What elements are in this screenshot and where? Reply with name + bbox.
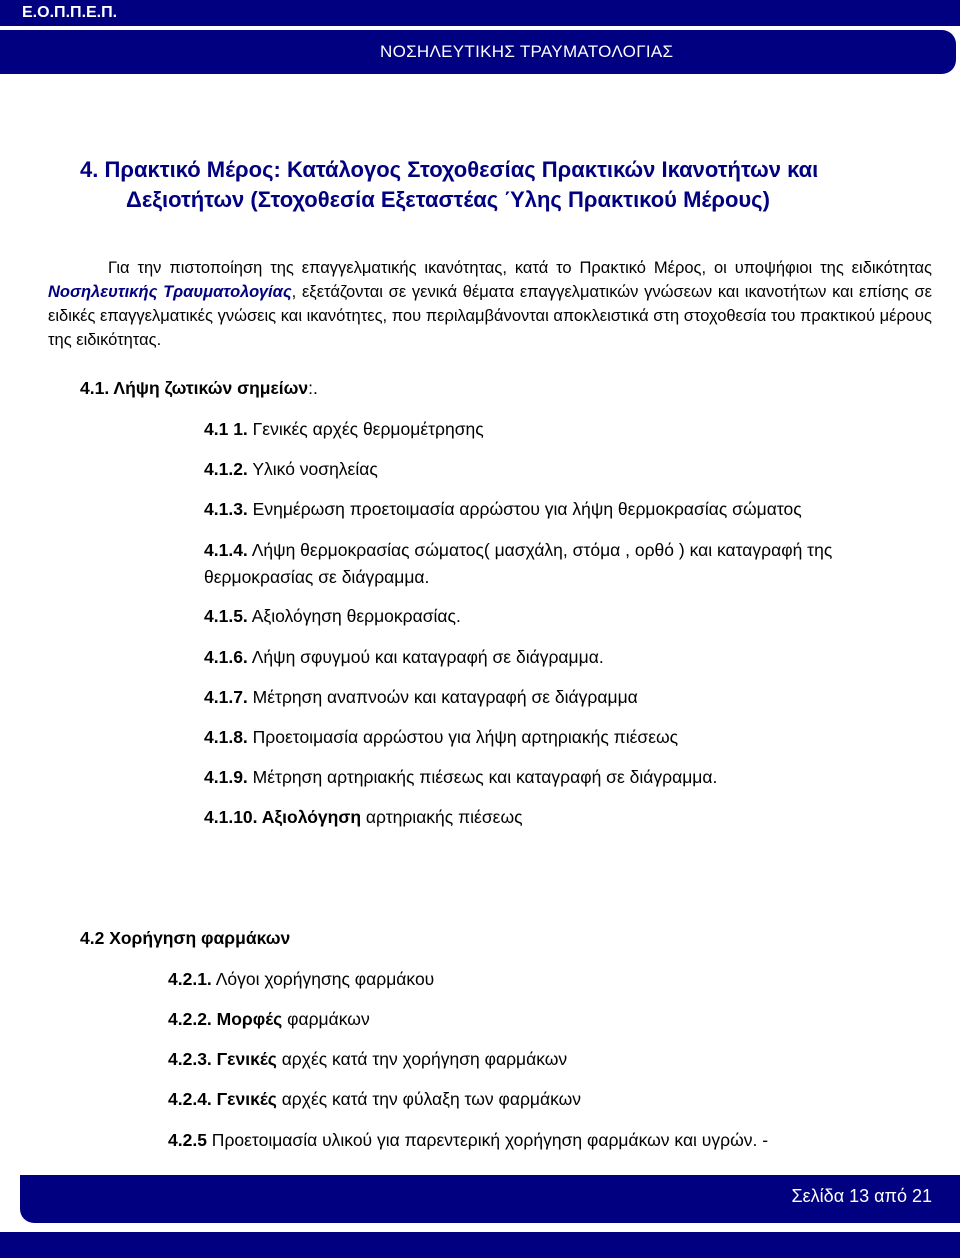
intro-specialty: Νοσηλευτικής Τραυματολογίας: [48, 283, 292, 301]
list-item: 4.1.7. Μέτρηση αναπνοών και καταγραφή σε διάγραμμα: [204, 687, 638, 707]
document-header-title: ΝΟΣΗΛΕΥΤΙΚΗΣ ΤΡΑΥΜΑΤΟΛΟΓΙΑΣ: [380, 42, 674, 61]
header-banner: [0, 30, 956, 74]
list-item: 4.2.3. Γενικές αρχές κατά την χορήγηση φαρμάκων: [168, 1049, 568, 1069]
page-number: Σελίδα 13 από 21: [791, 1186, 932, 1206]
section-title: [80, 155, 920, 215]
subsection-heading-4-2: 4.2 Χορήγηση φαρμάκων: [80, 928, 291, 948]
intro-paragraph: [48, 256, 932, 352]
list-item: 4.1 1. Γενικές αρχές θερμομέτρησης: [204, 419, 484, 439]
list-item: 4.1.9. Μέτρηση αρτηριακής πιέσεως και καταγραφή σε διάγραμμα.: [204, 767, 718, 787]
list-item: 4.1.5. Αξιολόγηση θερμοκρασίας.: [204, 606, 461, 626]
header-top-strip: [0, 0, 960, 26]
list-item: 4.2.4. Γενικές αρχές κατά την φύλαξη των φαρμάκων: [168, 1089, 582, 1109]
list-item: 4.1.4. Λήψη θερμοκρασίας σώματος( μασχάλη, στόμα , ορθό ) και καταγραφή της θερμοκρασίας σε διάγραμμα.: [204, 540, 833, 587]
intro-text-before: Για την πιστοποίηση της επαγγελματικής ικανότητας, κατά το Πρακτικό Μέρος, οι υποψήφιοι της ειδικότητας: [108, 259, 932, 277]
organization-name: Ε.Ο.Π.Π.Ε.Π.: [22, 4, 118, 21]
footer-banner: [20, 1175, 960, 1223]
list-item: 4.1.6. Λήψη σφυγμού και καταγραφή σε διάγραμμα.: [204, 647, 604, 667]
list-item: 4.1.2. Υλικό νοσηλείας: [204, 459, 378, 479]
list-item: 4.1.8. Προετοιμασία αρρώστου για λήψη αρτηριακής πιέσεως: [204, 727, 679, 747]
intro-text-after: , εξετάζονται σε γενικά θέματα επαγγελματικών γνώσεων και ικανοτήτων και επίσης σε ειδικές επαγγελματικές γνώσεις και ικανότητες, που περιλαμβάνονται αποκλειστικά στη στοχοθεσία του πρακτικού μέρους της ειδικότητας.: [48, 283, 932, 349]
section-title-line-2: Δεξιοτήτων (Στοχοθεσία Εξεταστέας Ύλης Πρακτικού Μέρους): [126, 187, 770, 212]
list-item: 4.1.10. Αξιολόγηση αρτηριακής πιέσεως: [204, 807, 523, 827]
list-item: 4.2.1. Λόγοι χορήγησης φαρμάκου: [168, 969, 435, 989]
subsection-heading-4-1: 4.1. Λήψη ζωτικών σημείων:.: [80, 378, 318, 398]
section-title-line-1: 4. Πρακτικό Μέρος: Κατάλογος Στοχοθεσίας Πρακτικών Ικανοτήτων και: [80, 157, 819, 182]
list-item: 4.2.2. Μορφές φαρμάκων: [168, 1009, 370, 1029]
list-item: 4.1.3. Ενημέρωση προετοιμασία αρρώστου για λήψη θερμοκρασίας σώματος: [204, 499, 802, 519]
list-item: 4.2.5 Προετοιμασία υλικού για παρεντερική χορήγηση φαρμάκων και υγρών. -: [168, 1130, 769, 1150]
footer-bottom-strip: [0, 1232, 960, 1258]
